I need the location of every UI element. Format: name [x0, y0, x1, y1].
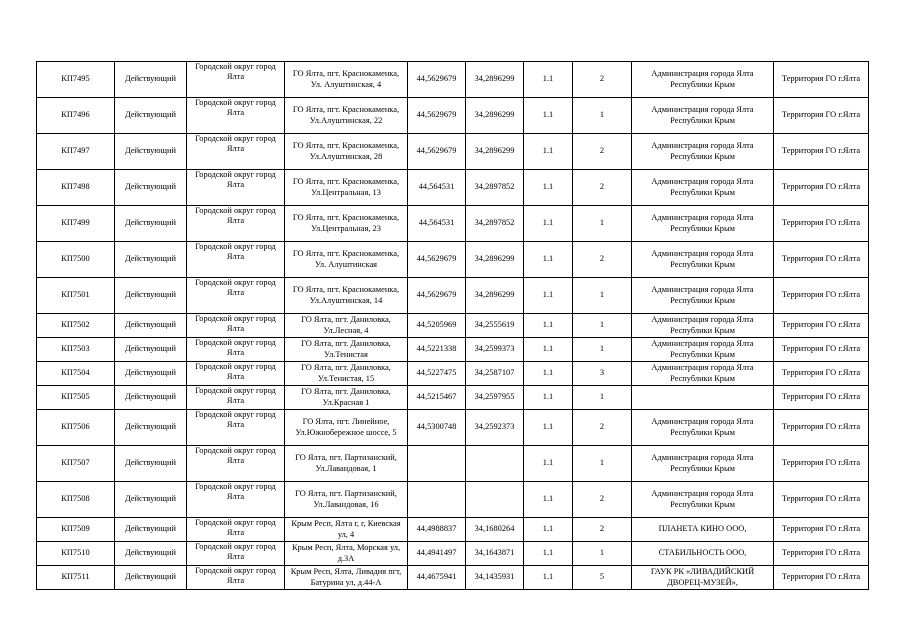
owner-cell: Администрация города Ялта Республики Крым — [632, 278, 774, 314]
owner-cell: Администрация города Ялта Республики Крым — [632, 98, 774, 134]
owner-cell: Администрация города Ялта Республики Крым — [632, 410, 774, 446]
address-cell: ГО Ялта, пгт. Даниловка, Ул.Лесная, 4 — [285, 314, 408, 338]
owner-cell: Администрация города Ялта Республики Крым — [632, 314, 774, 338]
row-id: КП7497 — [37, 134, 115, 170]
latitude-cell: 44,4941497 — [408, 542, 466, 566]
status-cell: Действующий — [115, 386, 187, 410]
container-count-cell: 2 — [573, 410, 632, 446]
address-cell: ГО Ялта, пгт. Даниловка, Ул.Тенистая, 15 — [285, 362, 408, 386]
table-row — [37, 542, 869, 566]
volume-cell: 1.1 — [524, 170, 573, 206]
territory-cell: Территория ГО г.Ялта — [774, 386, 869, 410]
table-row — [37, 446, 869, 482]
longitude-cell: 34,2897852 — [466, 206, 524, 242]
row-id: КП7496 — [37, 98, 115, 134]
longitude-cell: 34,1643871 — [466, 542, 524, 566]
municipality-cell: Городской округ город Ялта — [187, 362, 285, 386]
owner-cell: Администрация города Ялта Республики Крым — [632, 134, 774, 170]
container-count-cell: 1 — [573, 446, 632, 482]
latitude-cell: 44,5300748 — [408, 410, 466, 446]
territory-cell: Территория ГО г.Ялта — [774, 278, 869, 314]
territory-cell: Территория ГО г.Ялта — [774, 518, 869, 542]
volume-cell: 1.1 — [524, 386, 573, 410]
territory-cell: Территория ГО г.Ялта — [774, 62, 869, 98]
municipality-cell: Городской округ город Ялта — [187, 338, 285, 362]
municipality-cell: Городской округ город Ялта — [187, 410, 285, 446]
territory-cell: Территория ГО г.Ялта — [774, 410, 869, 446]
longitude-cell: 34,2896299 — [466, 134, 524, 170]
container-count-cell: 1 — [573, 206, 632, 242]
row-id: КП7510 — [37, 542, 115, 566]
table-row — [37, 314, 869, 338]
municipality-cell: Городской округ город Ялта — [187, 242, 285, 278]
territory-cell: Территория ГО г.Ялта — [774, 314, 869, 338]
table-row — [37, 338, 869, 362]
table-row — [37, 518, 869, 542]
municipality-cell: Городской округ город Ялта — [187, 482, 285, 518]
municipality-cell: Городской округ город Ялта — [187, 386, 285, 410]
latitude-cell: 44,5221338 — [408, 338, 466, 362]
table-row — [37, 170, 869, 206]
row-id: КП7504 — [37, 362, 115, 386]
latitude-cell — [408, 482, 466, 518]
owner-cell: Администрация города Ялта Республики Крым — [632, 362, 774, 386]
longitude-cell: 34,1435931 — [466, 566, 524, 590]
volume-cell: 1.1 — [524, 206, 573, 242]
latitude-cell: 44,5215467 — [408, 386, 466, 410]
registry-table — [36, 61, 869, 590]
row-id: КП7502 — [37, 314, 115, 338]
address-cell: ГО Ялта, пгт. Даниловка, Ул.Красная 1 — [285, 386, 408, 410]
address-cell: ГО Ялта, пгт. Краснокаменка, Ул.Центральная, 23 — [285, 206, 408, 242]
latitude-cell: 44,5227475 — [408, 362, 466, 386]
row-id: КП7499 — [37, 206, 115, 242]
municipality-cell: Городской округ город Ялта — [187, 518, 285, 542]
longitude-cell: 34,1680264 — [466, 518, 524, 542]
volume-cell: 1.1 — [524, 446, 573, 482]
longitude-cell: 34,2897852 — [466, 170, 524, 206]
territory-cell: Территория ГО г.Ялта — [774, 338, 869, 362]
container-count-cell: 1 — [573, 98, 632, 134]
status-cell: Действующий — [115, 518, 187, 542]
territory-cell: Территория ГО г.Ялта — [774, 134, 869, 170]
status-cell: Действующий — [115, 410, 187, 446]
longitude-cell: 34,2587107 — [466, 362, 524, 386]
owner-cell: Администрация города Ялта Республики Крым — [632, 62, 774, 98]
row-id: КП7503 — [37, 338, 115, 362]
longitude-cell: 34,2896299 — [466, 98, 524, 134]
owner-cell: Администрация города Ялта Республики Крым — [632, 170, 774, 206]
address-cell: ГО Ялта, пгт. Даниловка, Ул.Тенистая — [285, 338, 408, 362]
territory-cell: Территория ГО г.Ялта — [774, 98, 869, 134]
volume-cell: 1.1 — [524, 62, 573, 98]
status-cell: Действующий — [115, 98, 187, 134]
territory-cell: Территория ГО г.Ялта — [774, 482, 869, 518]
volume-cell: 1.1 — [524, 542, 573, 566]
container-count-cell: 2 — [573, 242, 632, 278]
row-id: КП7508 — [37, 482, 115, 518]
container-count-cell: 1 — [573, 278, 632, 314]
address-cell: ГО Ялта, пгт. Краснокаменка, Ул.Алуштинская, 14 — [285, 278, 408, 314]
table-row — [37, 206, 869, 242]
longitude-cell — [466, 482, 524, 518]
container-count-cell: 2 — [573, 518, 632, 542]
address-cell: ГО Ялта, пгт. Линейное, Ул.Южнобережное шоссе, 5 — [285, 410, 408, 446]
owner-cell: Администрация города Ялта Республики Крым — [632, 338, 774, 362]
container-count-cell: 1 — [573, 386, 632, 410]
table-row — [37, 134, 869, 170]
owner-cell — [632, 386, 774, 410]
status-cell: Действующий — [115, 542, 187, 566]
row-id: КП7507 — [37, 446, 115, 482]
latitude-cell: 44,5629679 — [408, 134, 466, 170]
row-id: КП7500 — [37, 242, 115, 278]
status-cell: Действующий — [115, 566, 187, 590]
latitude-cell: 44,5629679 — [408, 98, 466, 134]
table-row — [37, 242, 869, 278]
row-id: КП7506 — [37, 410, 115, 446]
address-cell: ГО Ялта, пгт. Партизанский, Ул.Лавандовая, 16 — [285, 482, 408, 518]
owner-cell: Администрация города Ялта Республики Крым — [632, 446, 774, 482]
container-count-cell: 2 — [573, 62, 632, 98]
volume-cell: 1.1 — [524, 482, 573, 518]
container-count-cell: 2 — [573, 134, 632, 170]
address-cell: ГО Ялта, пгт. Краснокаменка, Ул.Алуштинская, 22 — [285, 98, 408, 134]
latitude-cell: 44,564531 — [408, 170, 466, 206]
longitude-cell: 34,2599373 — [466, 338, 524, 362]
territory-cell: Территория ГО г.Ялта — [774, 362, 869, 386]
longitude-cell: 34,2896299 — [466, 62, 524, 98]
address-cell: Крым Респ, Ялта, Морская ул, д.3А — [285, 542, 408, 566]
territory-cell: Территория ГО г.Ялта — [774, 206, 869, 242]
volume-cell: 1.1 — [524, 362, 573, 386]
table-row — [37, 386, 869, 410]
container-count-cell: 1 — [573, 338, 632, 362]
owner-cell: ПЛАНЕТА КИНО ООО, — [632, 518, 774, 542]
owner-cell: Администрация города Ялта Республики Крым — [632, 206, 774, 242]
longitude-cell: 34,2896299 — [466, 242, 524, 278]
latitude-cell: 44,5629679 — [408, 62, 466, 98]
row-id: КП7498 — [37, 170, 115, 206]
territory-cell: Территория ГО г.Ялта — [774, 566, 869, 590]
volume-cell: 1.1 — [524, 338, 573, 362]
volume-cell: 1.1 — [524, 278, 573, 314]
municipality-cell: Городской округ город Ялта — [187, 134, 285, 170]
longitude-cell — [466, 446, 524, 482]
volume-cell: 1.1 — [524, 566, 573, 590]
status-cell: Действующий — [115, 62, 187, 98]
volume-cell: 1.1 — [524, 314, 573, 338]
territory-cell: Территория ГО г.Ялта — [774, 446, 869, 482]
longitude-cell: 34,2592373 — [466, 410, 524, 446]
container-count-cell: 1 — [573, 314, 632, 338]
owner-cell: СТАБИЛЬНОСТЬ ООО, — [632, 542, 774, 566]
municipality-cell: Городской округ город Ялта — [187, 62, 285, 98]
latitude-cell — [408, 446, 466, 482]
status-cell: Действующий — [115, 362, 187, 386]
table-row — [37, 62, 869, 98]
address-cell: ГО Ялта, пгт. Краснокаменка, Ул.Центральная, 13 — [285, 170, 408, 206]
owner-cell: Администрация города Ялта Республики Крым — [632, 482, 774, 518]
status-cell: Действующий — [115, 206, 187, 242]
table-row — [37, 410, 869, 446]
municipality-cell: Городской округ город Ялта — [187, 542, 285, 566]
volume-cell: 1.1 — [524, 134, 573, 170]
municipality-cell: Городской округ город Ялта — [187, 278, 285, 314]
table-row — [37, 98, 869, 134]
municipality-cell: Городской округ город Ялта — [187, 566, 285, 590]
row-id: КП7509 — [37, 518, 115, 542]
container-count-cell: 3 — [573, 362, 632, 386]
container-count-cell: 1 — [573, 542, 632, 566]
address-cell: Крым Респ, Ялта, Ливадия пгт, Батурина ул, д.44-А — [285, 566, 408, 590]
latitude-cell: 44,5629679 — [408, 242, 466, 278]
table-body — [37, 62, 869, 590]
status-cell: Действующий — [115, 242, 187, 278]
municipality-cell: Городской округ город Ялта — [187, 98, 285, 134]
longitude-cell: 34,2555619 — [466, 314, 524, 338]
status-cell: Действующий — [115, 314, 187, 338]
container-count-cell: 5 — [573, 566, 632, 590]
status-cell: Действующий — [115, 482, 187, 518]
latitude-cell: 44,5205969 — [408, 314, 466, 338]
volume-cell: 1.1 — [524, 242, 573, 278]
address-cell: Крым Респ, Ялта г, г, Киевская ул, 4 — [285, 518, 408, 542]
table-row — [37, 566, 869, 590]
volume-cell: 1.1 — [524, 410, 573, 446]
territory-cell: Территория ГО г.Ялта — [774, 170, 869, 206]
longitude-cell: 34,2597955 — [466, 386, 524, 410]
table-row — [37, 278, 869, 314]
row-id: КП7501 — [37, 278, 115, 314]
address-cell: ГО Ялта, пгт. Партизанский, Ул.Лавандовая, 1 — [285, 446, 408, 482]
address-cell: ГО Ялта, пгт. Краснокаменка, Ул.Алуштинская, 28 — [285, 134, 408, 170]
container-count-cell: 2 — [573, 482, 632, 518]
latitude-cell: 44,4675941 — [408, 566, 466, 590]
longitude-cell: 34,2896299 — [466, 278, 524, 314]
latitude-cell: 44,564531 — [408, 206, 466, 242]
territory-cell: Территория ГО г.Ялта — [774, 242, 869, 278]
owner-cell: Администрация города Ялта Республики Крым — [632, 242, 774, 278]
volume-cell: 1.1 — [524, 98, 573, 134]
status-cell: Действующий — [115, 338, 187, 362]
status-cell: Действующий — [115, 134, 187, 170]
owner-cell: ГАУК РК «ЛИВАДИЙСКИЙ ДВОРЕЦ-МУЗЕЙ», — [632, 566, 774, 590]
territory-cell: Территория ГО г.Ялта — [774, 542, 869, 566]
address-cell: ГО Ялта, пгт. Краснокаменка, Ул. Алуштинская — [285, 242, 408, 278]
municipality-cell: Городской округ город Ялта — [187, 170, 285, 206]
municipality-cell: Городской округ город Ялта — [187, 314, 285, 338]
status-cell: Действующий — [115, 170, 187, 206]
container-count-cell: 2 — [573, 170, 632, 206]
table-row — [37, 362, 869, 386]
row-id: КП7511 — [37, 566, 115, 590]
table-row — [37, 482, 869, 518]
row-id: КП7495 — [37, 62, 115, 98]
status-cell: Действующий — [115, 278, 187, 314]
address-cell: ГО Ялта, пгт. Краснокаменка, Ул. Алуштинская, 4 — [285, 62, 408, 98]
municipality-cell: Городской округ город Ялта — [187, 206, 285, 242]
latitude-cell: 44,4988837 — [408, 518, 466, 542]
municipality-cell: Городской округ город Ялта — [187, 446, 285, 482]
row-id: КП7505 — [37, 386, 115, 410]
volume-cell: 1.1 — [524, 518, 573, 542]
status-cell: Действующий — [115, 446, 187, 482]
latitude-cell: 44,5629679 — [408, 278, 466, 314]
